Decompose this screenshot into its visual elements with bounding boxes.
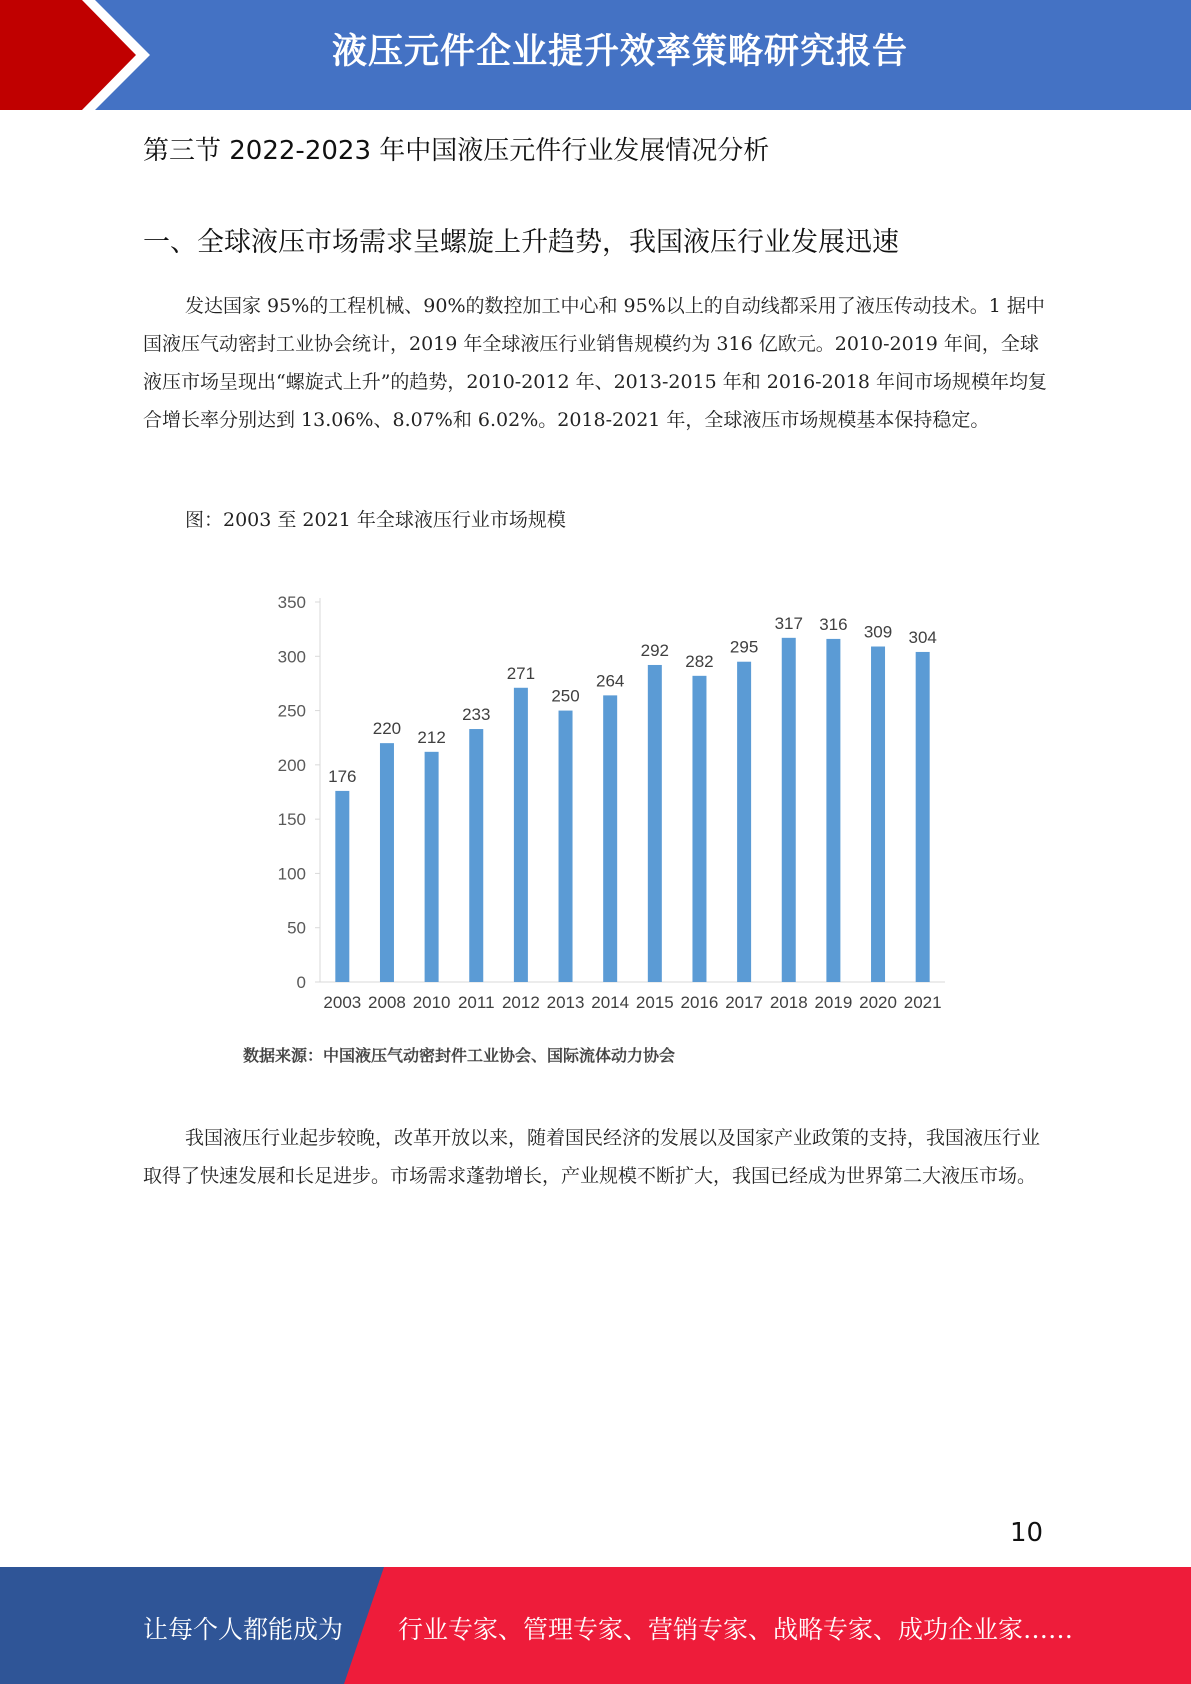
bar-value-label: 317 [774,613,803,633]
bar-value-label: 212 [417,727,446,747]
bar-value-label: 250 [551,686,580,706]
page-number: 10 [1010,1518,1044,1548]
bar [559,711,573,982]
bar [916,652,930,982]
bar-value-label: 233 [462,705,491,725]
bar [826,639,840,982]
bar-value-label: 271 [506,663,536,683]
subsection-title: 一、全球液压市场需求呈螺旋上升趋势，我国液压行业发展迅速 [143,227,899,258]
y-tick-label: 250 [277,701,306,721]
footer-slogan-left: 让每个人都能成为 [143,1615,344,1644]
bar-value-label: 264 [595,671,625,691]
x-tick-label: 2016 [680,993,719,1012]
bar [425,752,439,982]
y-tick-label: 300 [277,647,306,667]
bar [737,662,751,982]
bar-value-label: 220 [372,719,402,739]
x-tick-label: 2019 [814,993,853,1012]
bar-value-label: 304 [908,627,937,647]
bar-value-label: 292 [640,640,670,660]
bar-value-label: 282 [685,651,714,671]
bar [648,665,662,982]
bar-value-label: 295 [729,637,759,657]
bar-value-label: 309 [863,622,893,642]
y-tick-label: 150 [277,810,306,830]
x-tick-label: 2017 [725,993,764,1012]
x-tick-label: 2021 [903,993,942,1012]
bar [469,729,483,982]
report-title: 液压元件企业提升效率策略研究报告 [331,32,908,72]
x-tick-label: 2018 [769,993,808,1012]
bar-chart [260,580,960,1020]
bar [335,791,349,982]
x-tick-label: 2010 [412,993,451,1012]
y-tick-label: 0 [296,973,306,992]
x-tick-label: 2012 [501,993,540,1012]
x-tick-label: 2003 [323,993,362,1012]
data-source-note: 数据来源：中国液压气动密封件工业协会、国际流体动力协会 [243,1046,676,1065]
body-paragraph-2: 我国液压行业起步较晚，改革开放以来，随着国民经济的发展以及国家产业政策的支持，我国液压行业取得了快速发展和长足进步。市场需求蓬勃增长，产业规模不断扩大，我国已经成为世界第二大液压市场。 [143,1127,1041,1187]
bar [782,638,796,982]
body-paragraph-1: 发达国家 95%的工程机械、90%的数控加工中心和 95%以上的自动线都采用了液压传动技术。1 据中国液压气动密封工业协会统计，2019 年全球液压行业销售规模约为 316 亿欧元。2010-2019 年间，全球液压市场呈现出“螺旋式上升”的趋势，2010-2012 年、2013-2015 年和 2016-2018 年间市场规模年均复合增长率分别达到 13.06%、8.07%和 6.02%。2018-2021 年，全球液压市场规模基本保持稳定。 [143,295,1047,431]
footer-slogan-right: 行业专家、管理专家、营销专家、战略专家、成功企业家…… [398,1615,1074,1644]
x-tick-label: 2011 [457,993,495,1012]
x-tick-label: 2013 [546,993,585,1012]
figure-caption: 图：2003 至 2021 年全球液压行业市场规模 [185,509,566,531]
x-tick-label: 2015 [635,993,674,1012]
bar [871,647,885,982]
bar-value-label: 176 [328,766,357,786]
x-tick-label: 2008 [368,993,406,1012]
y-tick-label: 350 [277,593,306,612]
bar [692,676,706,982]
y-tick-label: 200 [277,755,306,775]
header-arrow-decoration [0,0,160,110]
y-tick-label: 100 [277,864,306,884]
x-tick-label: 2014 [591,993,630,1012]
bar [514,688,528,982]
x-tick-label: 2020 [859,993,897,1012]
bar-value-label: 316 [819,614,848,634]
report-header [0,0,1191,110]
section-title: 第三节 2022-2023 年中国液压元件行业发展情况分析 [143,136,770,166]
y-tick-label: 50 [287,918,306,938]
bar [380,743,394,982]
bar [603,695,617,982]
